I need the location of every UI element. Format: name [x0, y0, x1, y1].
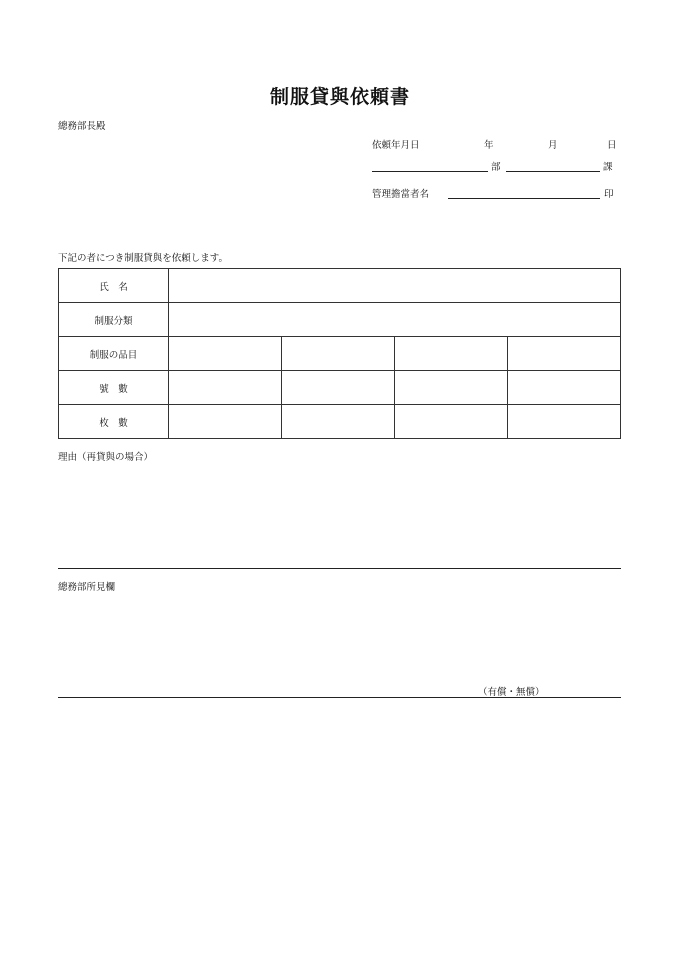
department-field[interactable] [372, 171, 488, 172]
name-header: 氏 名 [59, 269, 169, 303]
uniform-category-header: 制服分類 [59, 303, 169, 337]
opinion-area[interactable] [58, 594, 621, 682]
reason-divider [58, 568, 621, 569]
table-row [59, 371, 621, 405]
request-date-label: 依頼年月日 [372, 140, 420, 151]
section-field[interactable] [506, 171, 600, 172]
intro-text: 下記の者につき制服貸與を依頼します。 [58, 253, 229, 264]
year-label: 年 [484, 140, 494, 151]
quantity-header: 枚 數 [59, 405, 169, 439]
size-number-cell[interactable] [508, 371, 621, 405]
month-label: 月 [548, 140, 558, 151]
addressee: 總務部長殿 [58, 121, 106, 132]
table-row [59, 303, 621, 337]
table-row [59, 405, 621, 439]
size-number-cell[interactable] [282, 371, 395, 405]
size-number-cell[interactable] [395, 371, 508, 405]
manager-label: 管理擔當者名 [372, 189, 430, 200]
table-row [59, 337, 621, 371]
name-cell[interactable] [169, 269, 621, 303]
uniform-item-header: 制服の品目 [59, 337, 169, 371]
department-suffix: 部 [491, 162, 501, 173]
reason-area[interactable] [58, 464, 621, 568]
document-title: 制服貸與依頼書 [269, 86, 410, 108]
manager-name-field[interactable] [448, 198, 600, 199]
uniform-category-cell[interactable] [169, 303, 621, 337]
seal-label: 印 [604, 189, 614, 200]
quantity-cell[interactable] [508, 405, 621, 439]
day-label: 日 [607, 140, 617, 151]
uniform-item-cell[interactable] [395, 337, 508, 371]
uniform-item-cell[interactable] [169, 337, 282, 371]
uniform-item-cell[interactable] [282, 337, 395, 371]
quantity-cell[interactable] [282, 405, 395, 439]
uniform-request-table [58, 268, 621, 439]
paid-option: （有償・無償） [478, 687, 545, 698]
quantity-cell[interactable] [169, 405, 282, 439]
section-suffix: 課 [603, 162, 613, 173]
quantity-cell[interactable] [395, 405, 508, 439]
opinion-label: 總務部所見欄 [58, 582, 116, 593]
size-number-cell[interactable] [169, 371, 282, 405]
size-number-header: 號 數 [59, 371, 169, 405]
table-row [59, 269, 621, 303]
uniform-item-cell[interactable] [508, 337, 621, 371]
opinion-divider [58, 697, 621, 698]
reason-label: 理由（再貸與の場合） [58, 452, 154, 463]
